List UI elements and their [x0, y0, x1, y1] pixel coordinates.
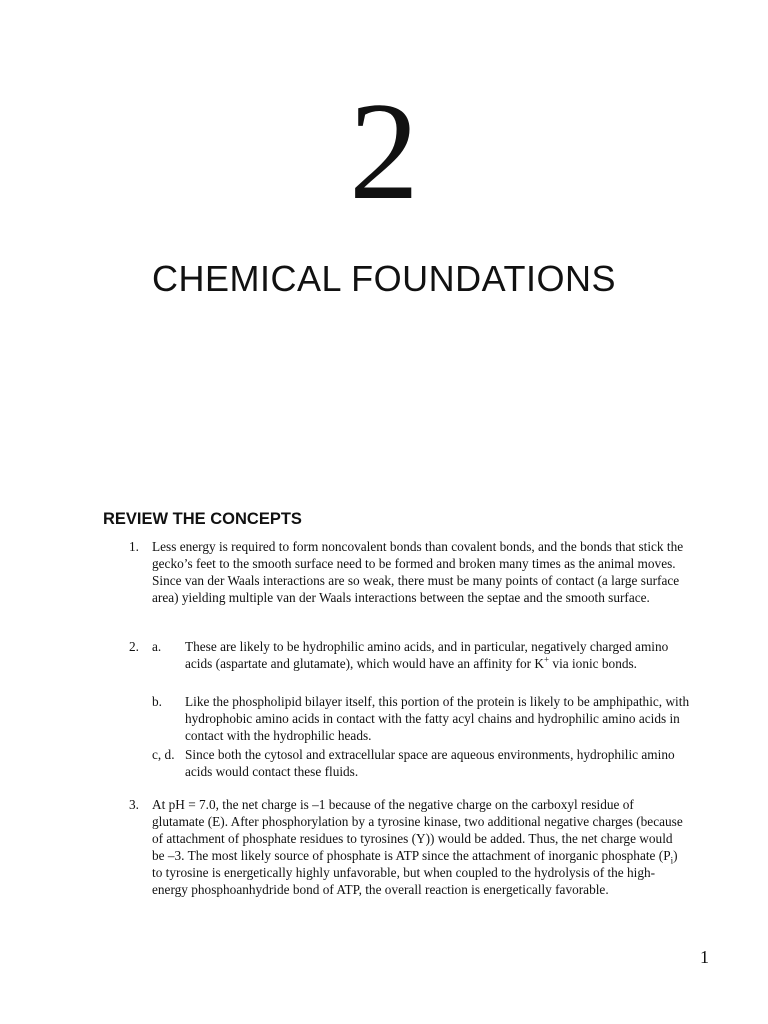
- page-number: 1: [700, 947, 709, 967]
- question-2b-label: b.: [152, 694, 162, 709]
- chapter-number: 2: [349, 74, 419, 229]
- superscript: +: [544, 654, 550, 665]
- question-3-number: 3.: [129, 797, 139, 812]
- chapter-title: CHEMICAL FOUNDATIONS: [151, 258, 617, 299]
- question-1-text: Less energy is required to form noncovalent bonds than covalent bonds, and the bonds that stick the gecko’s feet to the smooth surface need to be formed and broken many times as the animal moves. Since van der Waals interactions are so weak, there must be many points of contact (a large surface area) yielding multiple van der Waals interactions between the septae and the smooth surface.: [152, 539, 684, 605]
- question-2cd-label: c, d.: [152, 747, 175, 762]
- question-3-text: At pH = 7.0, the net charge is –1 because of the negative charge on the carboxyl residue of glutamate (E). After phosphorylation by a tyrosine kinase, two additional negative charges (because of attachment of phosphate residues to tyrosines (Y)) would be added. Thus, the net charge would be –3. The most likely source of phosphate is ATP since the attachment of inorganic phosphate $(P_i)$ to tyrosine is energetically highly unfavorable, but when coupled to the hydrolysis of the high-energy phosphoanhydride bond of ATP, the overall reaction is energetically favorable.: [152, 797, 683, 897]
- question-2a-label: a.: [152, 639, 162, 654]
- section-heading: REVIEW THE CONCEPTS: [103, 510, 302, 528]
- question-1-number: 1.: [129, 539, 139, 554]
- question-2cd-text: Since both the cytosol and extracellular space are aqueous environments, hydrophilic amino acids would contact these fluids.: [185, 747, 675, 779]
- question-2-number: 2.: [129, 639, 139, 654]
- question-2a-text: These are likely to be hydrophilic amino acids, and in particular, negatively charged amino acids (aspartate and glutamate), which would have an affinity for K+ via ionic bonds.: [185, 639, 669, 671]
- subscript: i: [670, 855, 674, 866]
- question-2b-text: Like the phospholipid bilayer itself, this portion of the protein is likely to be amphipathic, with hydrophobic amino acids in contact with the fatty acyl chains and hydrophilic amino acids in contact with the hydrophilic heads.: [185, 694, 690, 743]
